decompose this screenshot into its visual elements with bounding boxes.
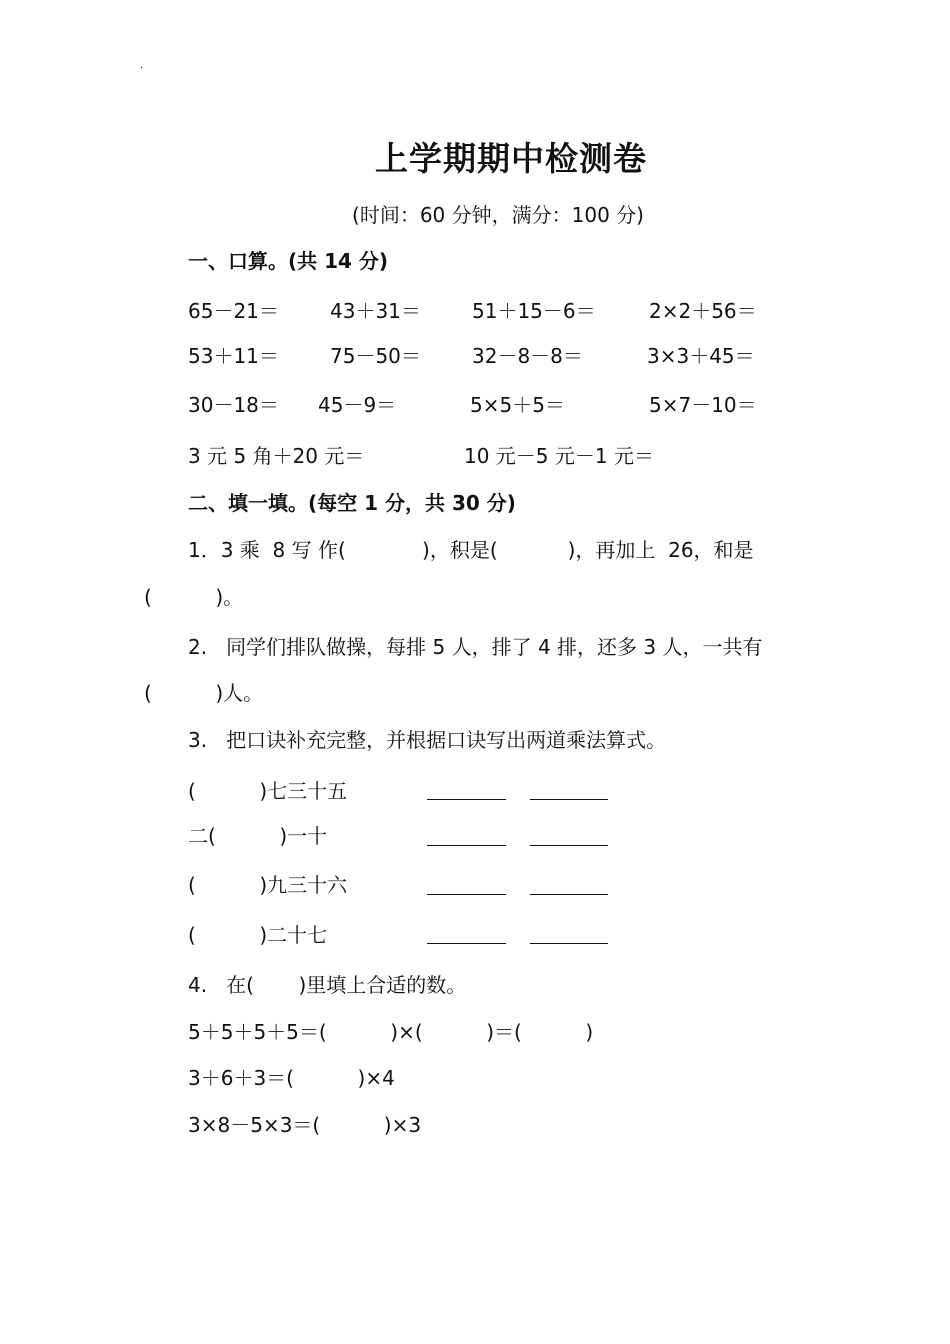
answer-blank (498, 943, 506, 944)
calc-item: 51＋15－6＝ (472, 299, 596, 323)
question-4-text: 4. 在( )里填上合适的数。 (188, 973, 467, 997)
answer-blank (427, 943, 498, 944)
question-1-line-2: ( )。 (144, 585, 244, 609)
answer-blank (530, 943, 608, 944)
page-subtitle: (时间：60 分钟，满分：100 分) (352, 203, 644, 227)
calc-item: 10 元－5 元－1 元＝ (464, 444, 654, 468)
multiplication-rhyme: ( )二十七 (188, 923, 328, 947)
calc-item: 3×3＋45＝ (647, 344, 755, 368)
calc-item: 2×2＋56＝ (649, 299, 757, 323)
calc-item: 5×5＋5＝ (470, 393, 565, 417)
section2-heading: 二、填一填。(每空 1 分，共 30 分) (188, 491, 516, 515)
section1-heading: 一、口算。(共 14 分) (188, 249, 389, 273)
fill-in-equation: 3＋6＋3＝( )×4 (188, 1066, 395, 1090)
answer-blank (530, 845, 608, 846)
multiplication-rhyme: ( )九三十六 (188, 873, 348, 897)
question-3-text: 3. 把口诀补充完整，并根据口诀写出两道乘法算式。 (188, 728, 667, 752)
calc-item: 3 元 5 角＋20 元＝ (188, 444, 365, 468)
answer-blank (498, 799, 506, 800)
calc-item: 5×7－10＝ (649, 393, 757, 417)
answer-blank (427, 799, 498, 800)
answer-blank (530, 894, 608, 895)
answer-blank (498, 845, 506, 846)
answer-blank (530, 799, 608, 800)
page-dot: · (140, 63, 144, 74)
calc-item: 30－18＝ (188, 393, 279, 417)
calc-item: 32－8－8＝ (472, 344, 583, 368)
calc-item: 53＋11＝ (188, 344, 279, 368)
multiplication-rhyme: 二( )一十 (188, 824, 328, 848)
question-1-line-1: 1．3 乘 8 写 作( )，积是( )，再加上 26，和是 (188, 538, 754, 562)
answer-blank (427, 894, 498, 895)
answer-blank (427, 845, 498, 846)
calc-item: 65－21＝ (188, 299, 279, 323)
answer-blank (498, 894, 506, 895)
calc-item: 43＋31＝ (330, 299, 421, 323)
calc-item: 45－9＝ (318, 393, 397, 417)
multiplication-rhyme: ( )七三十五 (188, 779, 348, 803)
page-title: 上学期期中检测卷 (375, 139, 647, 178)
fill-in-equation: 5＋5＋5＋5＝( )×( )＝( ) (188, 1020, 594, 1044)
question-2-line-1: 2. 同学们排队做操，每排 5 人，排了 4 排，还多 3 人，一共有 (188, 635, 763, 659)
question-2-line-2: ( )人。 (144, 681, 264, 705)
fill-in-equation: 3×8－5×3＝( )×3 (188, 1113, 422, 1137)
calc-item: 75－50＝ (330, 344, 421, 368)
